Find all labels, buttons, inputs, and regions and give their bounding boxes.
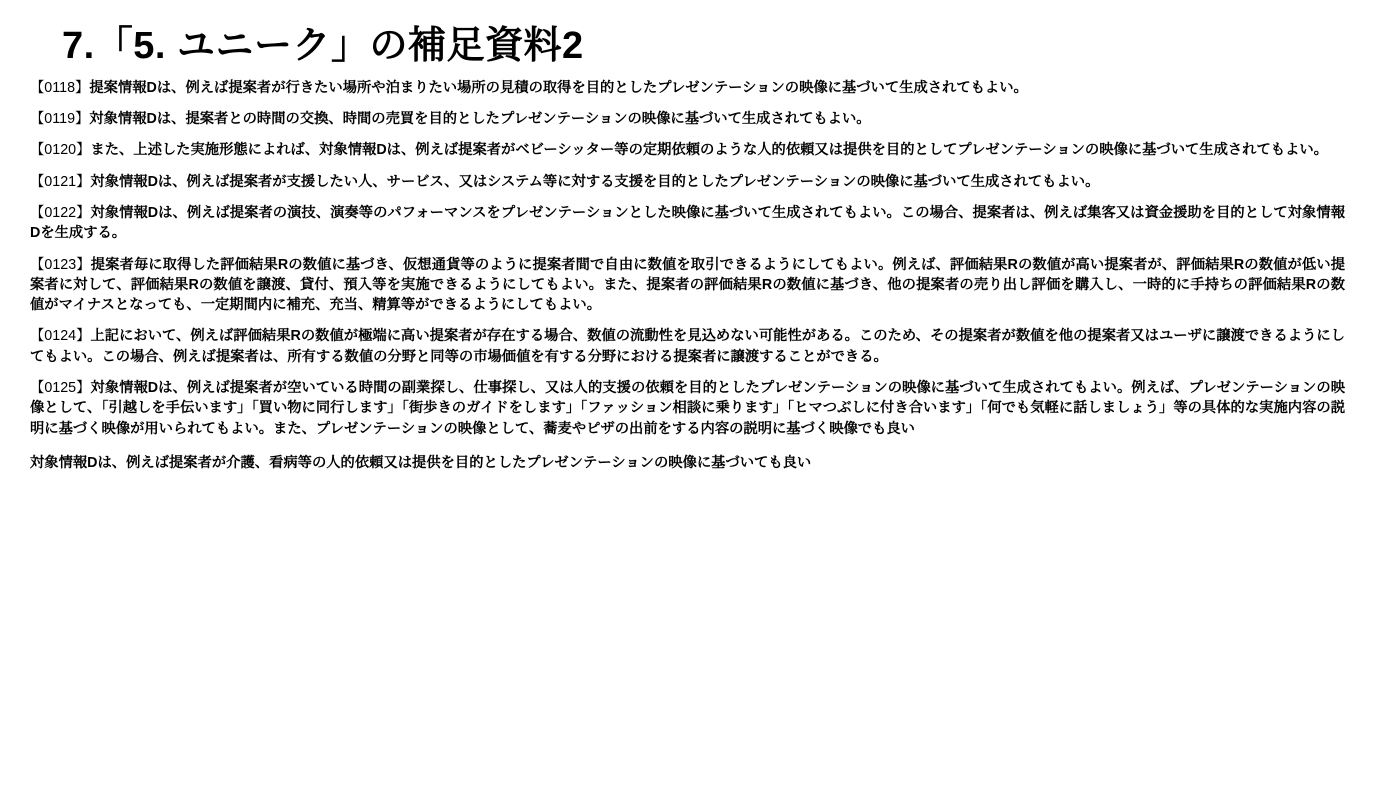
paragraph-tag: 【0123】 bbox=[30, 256, 91, 273]
paragraph-text: また、上述した実施形態によれば、対象情報Dは、例えば提案者がベビーシッター等の定期依頼のような人的依頼又は提供を目的としてプレゼンテーションの映像に基づいて生成されてもよい。 bbox=[90, 142, 1328, 159]
paragraph-0122 bbox=[30, 203, 1345, 244]
paragraph-closing bbox=[30, 453, 1345, 473]
paragraph-0121 bbox=[30, 172, 1345, 192]
paragraph-text: 上記において、例えば評価結果Rの数値が極端に高い提案者が存在する場合、数値の流動性を見込めない可能性がある。このため、その提案者が数値を他の提案者又はユーザに譲渡できるようにしてもよい。この場合、例えば提案者は、所有する数値の分野と同等の市場価値を有する分野における提案者に譲渡することができる。 bbox=[30, 328, 1345, 365]
slide-body bbox=[30, 78, 1345, 473]
paragraph-text: 対象情報Dは、例えば提案者の演技、演奏等のパフォーマンスをプレゼンテーションとした映像に基づいて生成されてもよい。この場合、提案者は、例えば集客又は資金援助を目的として対象情報Dを生成する。 bbox=[30, 204, 1345, 242]
paragraph-tag: 【0121】 bbox=[30, 173, 91, 190]
paragraph-tag: 【0124】 bbox=[30, 328, 91, 345]
paragraph-tag: 【0125】 bbox=[30, 380, 91, 397]
paragraph-text: 対象情報Dは、例えば提案者が支援したい人、サービス、又はシステム等に対する支援を目的としたプレゼンテーションの映像に基づいて生成されてもよい。 bbox=[90, 173, 1100, 190]
paragraph-0119 bbox=[30, 109, 1345, 129]
page-title: 7.「5. ユニーク」の補足資料2 bbox=[62, 25, 584, 67]
paragraph-0118 bbox=[30, 78, 1345, 98]
paragraph-tag: 【0122】 bbox=[30, 204, 91, 221]
paragraph-0124 bbox=[30, 326, 1345, 367]
paragraph-tag: 【0120】 bbox=[30, 142, 91, 159]
paragraph-tag: 【0119】 bbox=[30, 111, 90, 128]
paragraph-tag: 【0118】 bbox=[30, 79, 90, 96]
paragraph-text: 提案者毎に取得した評価結果Rの数値に基づき、仮想通貨等のように提案者間で自由に数値を取引できるようにしてもよい。例えば、評価結果Rの数値が高い提案者が、評価結果Rの数値が低い提案者に対して、評価結果Rの数値を譲渡、貸付、預入等を実施できるようにしてもよい。また、提案者の評価結果Rの数値に基づき、他の提案者の売り出し評価を購入し、一時的に手持ちの評価結果Rの数値がマイナスとなっても、一定期間内に補充、充当、精算等ができるようにしてもよい。 bbox=[30, 256, 1345, 314]
paragraph-text: 対象情報Dは、例えば提案者が空いている時間の副業探し、仕事探し、又は人的支援の依頼を目的としたプレゼンテーションの映像に基づいて生成されてもよい。例えば、プレゼンテーションの映像として、「引越しを手伝います」「買い物に同行します」「街歩きのガイドをします」「ファッション相談に乗ります」「ヒマつぶしに付き合います」「何でも気軽に話しましょう」等の具体的な実施内容の説明に基づく映像が用いられてもよい。また、プレゼンテーションの映像として、蕎麦やピザの出前をする内容の説明に基づく映像でも良い bbox=[30, 380, 1345, 437]
slide-page bbox=[0, 26, 1375, 790]
paragraph-text: 提案情報Dは、例えば提案者が行きたい場所や泊まりたい場所の見積の取得を目的としたプレゼンテーションの映像に基づいて生成されてもよい。 bbox=[89, 79, 1028, 96]
paragraph-text: 対象情報Dは、例えば提案者が介護、看病等の人的依頼又は提供を目的としたプレゼンテーションの映像に基づいても良い bbox=[30, 454, 812, 471]
paragraph-text: 対象情報Dは、提案者との時間の交換、時間の売買を目的としたプレゼンテーションの映像に基づいて生成されてもよい。 bbox=[89, 111, 871, 128]
paragraph-0123 bbox=[30, 255, 1345, 316]
paragraph-0125 bbox=[30, 378, 1345, 439]
paragraph-0120 bbox=[30, 140, 1345, 160]
